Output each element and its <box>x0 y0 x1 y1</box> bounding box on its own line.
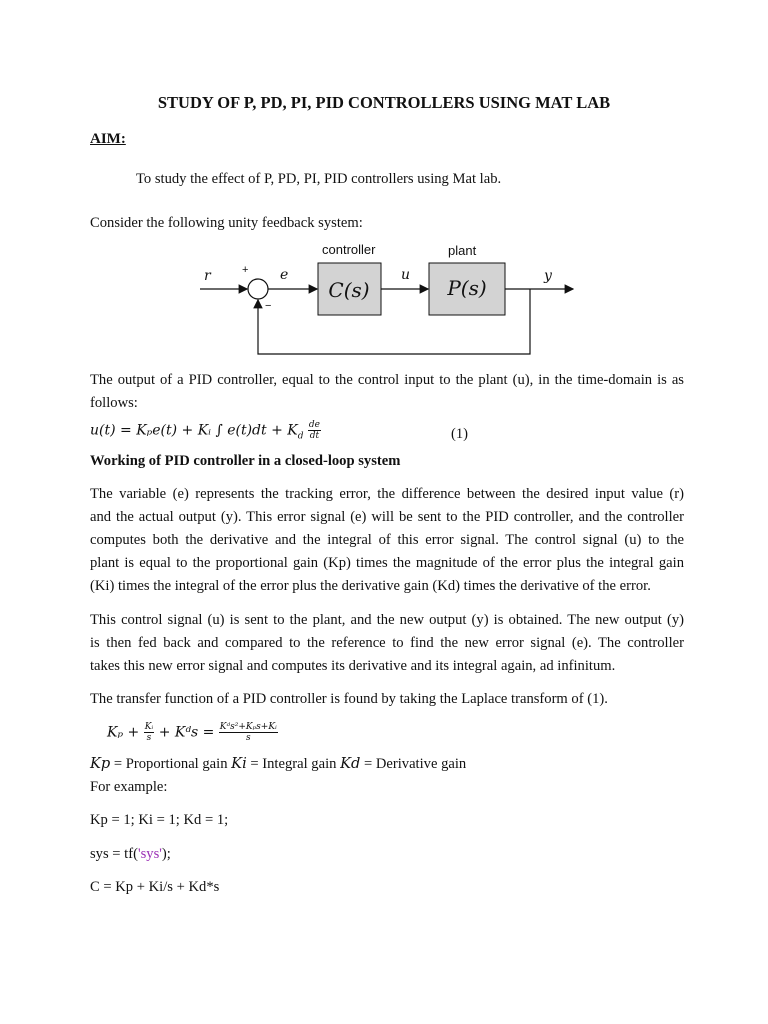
ki-text: = Integral gain <box>246 756 341 772</box>
kp-symbol: Kp <box>90 755 111 772</box>
para1-line: plant is equal to the proportional gain (Kp) times the magnitude of the error plus the integral gain <box>90 555 684 571</box>
eq2-rhs-den: s <box>246 733 251 743</box>
page-title: STUDY OF P, PD, PI, PID CONTROLLERS USING MAT LAB <box>157 93 611 112</box>
para1-line: computes both the derivative and the integral of this error signal. The control signal (u) to the <box>90 532 684 548</box>
eq2-ki-fraction <box>144 722 155 743</box>
para2-line: This control signal (u) is sent to the plant, and the new output (y) is obtained. The new output (y) <box>90 612 684 628</box>
controller-label: controller <box>322 242 376 257</box>
eq2-kd: + Kᵈs = <box>158 724 215 741</box>
paragraph-2 <box>90 609 684 678</box>
eq2-kp: Kₚ + <box>107 724 140 741</box>
output-line-2: follows: <box>90 395 138 411</box>
output-paragraph <box>90 369 684 415</box>
code-line-3: C = Kp + Ki/s + Kd*s <box>90 879 220 895</box>
error-label: e <box>280 267 289 283</box>
kd-symbol: Kd <box>340 755 361 772</box>
para2-line: takes this new error signal and computes its derivative and its integral again, ad infinitum. <box>90 658 616 674</box>
output-line-1: The output of a PID controller, equal to the control input to the plant (u), in the time-domain is as <box>90 372 684 388</box>
para1-line: and the actual output (y). This error signal (e) will be sent to the PID controller, and the controller <box>90 509 684 525</box>
for-example: For example: <box>90 779 168 795</box>
code-string: 'sys' <box>137 846 162 862</box>
code-line-2-pre: sys = tf( <box>90 846 138 862</box>
para2-line: is then fed back and compared to the reference to find the new error signal (e). The controller <box>90 635 684 651</box>
equation-2 <box>107 722 278 743</box>
plus-sign: + <box>242 264 249 276</box>
equation-1 <box>90 420 321 441</box>
plant-block-label: P(s) <box>447 276 487 300</box>
eq2-rhs-fraction <box>219 722 278 743</box>
reference-label: r <box>204 268 211 284</box>
transfer-text: The transfer function of a PID controller is found by taking the Laplace transform of (1). <box>90 691 608 707</box>
summing-junction <box>248 279 268 299</box>
code-line-1: Kp = 1; Ki = 1; Kd = 1; <box>90 812 229 828</box>
controller-block-label: C(s) <box>328 278 370 302</box>
para1-line: The variable (e) represents the tracking error, the difference between the desired input value (r) <box>90 486 684 502</box>
fraction-denominator: dt <box>309 431 320 441</box>
fraction-numerator: de <box>308 420 321 430</box>
eq2-rhs-num: Kᵈs²+Kₚs+Kᵢ <box>219 722 277 732</box>
equation-1-fraction <box>308 420 321 441</box>
kd-text: = Derivative gain <box>360 756 467 772</box>
eq2-ki-num: Kᵢ <box>144 722 154 732</box>
control-label: u <box>401 267 411 283</box>
consider-text: Consider the following unity feedback system: <box>90 215 363 231</box>
para1-line: (Ki) times the integral of the error plus the derivative gain (Kd) times the derivative of the error. <box>90 578 651 594</box>
kp-text: = Proportional gain <box>110 756 232 772</box>
plant-label: plant <box>448 243 477 258</box>
aim-text: To study the effect of P, PD, PI, PID controllers using Mat lab. <box>136 171 502 187</box>
paragraph-1 <box>90 483 684 598</box>
output-label: y <box>544 268 552 284</box>
section-heading: Working of PID controller in a closed-loop system <box>90 453 401 469</box>
minus-sign: − <box>265 300 272 312</box>
ki-symbol: Ki <box>231 755 247 772</box>
eq2-ki-den: s <box>146 733 152 743</box>
gains-line <box>90 755 466 773</box>
equation-1-d-sub: d <box>297 431 304 442</box>
equation-1-main: u(t) = Kₚe(t) + Kᵢ ∫ e(t)dt + K <box>90 422 298 439</box>
aim-heading: AIM: <box>90 131 126 147</box>
code-line-2-post: ); <box>161 846 171 862</box>
feedback-block-diagram <box>190 236 590 360</box>
equation-1-number: (1) <box>451 426 469 442</box>
code-line-2 <box>90 846 171 863</box>
